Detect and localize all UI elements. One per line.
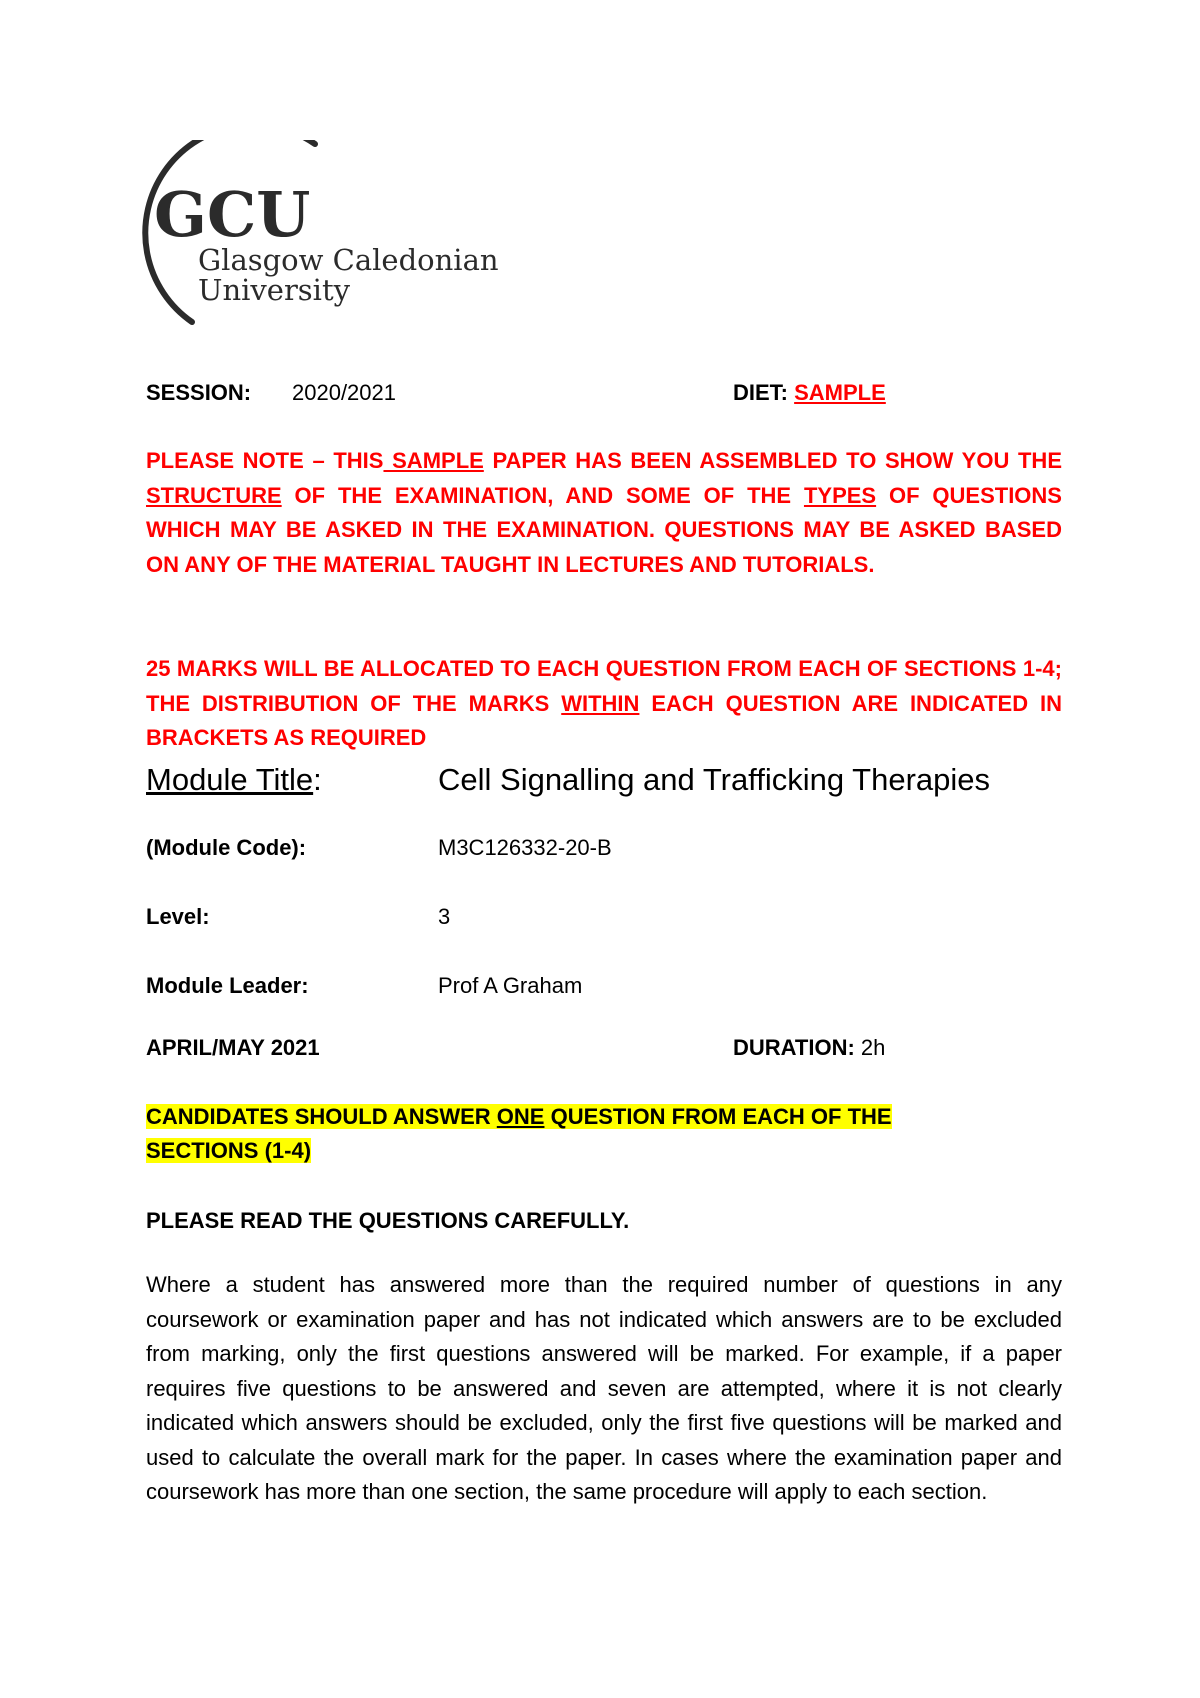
exam-date: APRIL/MAY 2021 — [146, 1035, 320, 1060]
marks-notice — [146, 652, 1062, 756]
module-title-value: Cell Signalling and Trafficking Therapies — [438, 762, 991, 797]
notice-text: OF THE EXAMINATION, AND SOME OF THE — [281, 482, 804, 508]
candidates-instruction — [146, 1100, 946, 1168]
module-title-label — [146, 760, 322, 800]
session-value: 2020/2021 — [292, 380, 396, 405]
candidates-text: QUESTION FROM EACH OF THE — [544, 1104, 892, 1129]
diet-field — [733, 376, 886, 410]
notice-text: OF QUESTIONS WHICH MAY BE ASKED IN THE EXAMINATION. QUESTIONS MAY BE ASKED BASED ON ANY OF THE MATERIAL TAUGHT IN LECTURES AND TUTORIALS. — [146, 482, 1062, 577]
module-leader-label: Module Leader: — [146, 973, 309, 998]
diet-value: SAMPLE — [794, 380, 886, 405]
session-label: SESSION: — [146, 380, 252, 405]
logo-name-line2: University — [198, 273, 350, 307]
sample-notice — [146, 444, 1062, 582]
duration-value: 2h — [854, 1035, 886, 1060]
logo-letters: GCU — [154, 178, 311, 251]
module-leader-value: Prof A Graham — [438, 973, 583, 998]
module-code-value: M3C126332-20-B — [438, 835, 612, 860]
candidates-sections: SECTIONS (1-4) — [146, 1138, 312, 1163]
module-title-colon: : — [313, 762, 322, 797]
marks-within-underlined: WITHIN — [561, 690, 640, 716]
marks-text: EACH QUESTION ARE INDICATED IN BRACKETS AS REQUIRED — [146, 690, 1062, 750]
marks-text: 25 MARKS WILL BE ALLOCATED TO EACH QUESTION FROM EACH OF SECTIONS 1-4; THE DISTRIBUTION OF THE MARKS — [146, 656, 1062, 716]
candidates-one-underlined: ONE — [496, 1104, 545, 1129]
gcu-logo-graphic — [140, 140, 540, 330]
diet-label: DIET: — [733, 380, 788, 405]
level-label: Level: — [146, 904, 210, 929]
notice-types-underlined: TYPES — [803, 482, 877, 508]
candidates-highlight — [146, 1104, 892, 1163]
marking-rule-paragraph: Where a student has answered more than the required number of questions in any coursework or examination paper and has not indicated which answers are to be excluded from marking, only the first questions answered will be marked. For example, if a paper requires five questions to be answered and seven are attempted, where it is not clearly indicated which answers should be excluded, only the first five questions will be marked and used to calculate the overall mark for the paper. In cases where the examination paper and coursework has more than one section, the same procedure will apply to each section. — [146, 1272, 1062, 1504]
duration-label: DURATION: — [733, 1035, 855, 1060]
duration-field — [733, 1031, 885, 1065]
module-code-label: (Module Code): — [146, 835, 307, 860]
read-carefully: PLEASE READ THE QUESTIONS CAREFULLY. — [146, 1208, 630, 1233]
module-title-label-text: Module Title — [146, 762, 314, 797]
candidates-text: CANDIDATES SHOULD ANSWER — [146, 1104, 497, 1129]
notice-text: PAPER HAS BEEN ASSEMBLED TO SHOW YOU THE — [483, 448, 1062, 473]
notice-structure-underlined: STRUCTURE — [146, 482, 282, 508]
level-value: 3 — [438, 904, 451, 929]
logo-name-line1: Glasgow Caledonian — [198, 243, 499, 277]
notice-sample-underlined: SAMPLE — [383, 448, 484, 473]
notice-text: PLEASE NOTE – THIS — [146, 448, 384, 473]
gcu-logo — [140, 140, 540, 330]
